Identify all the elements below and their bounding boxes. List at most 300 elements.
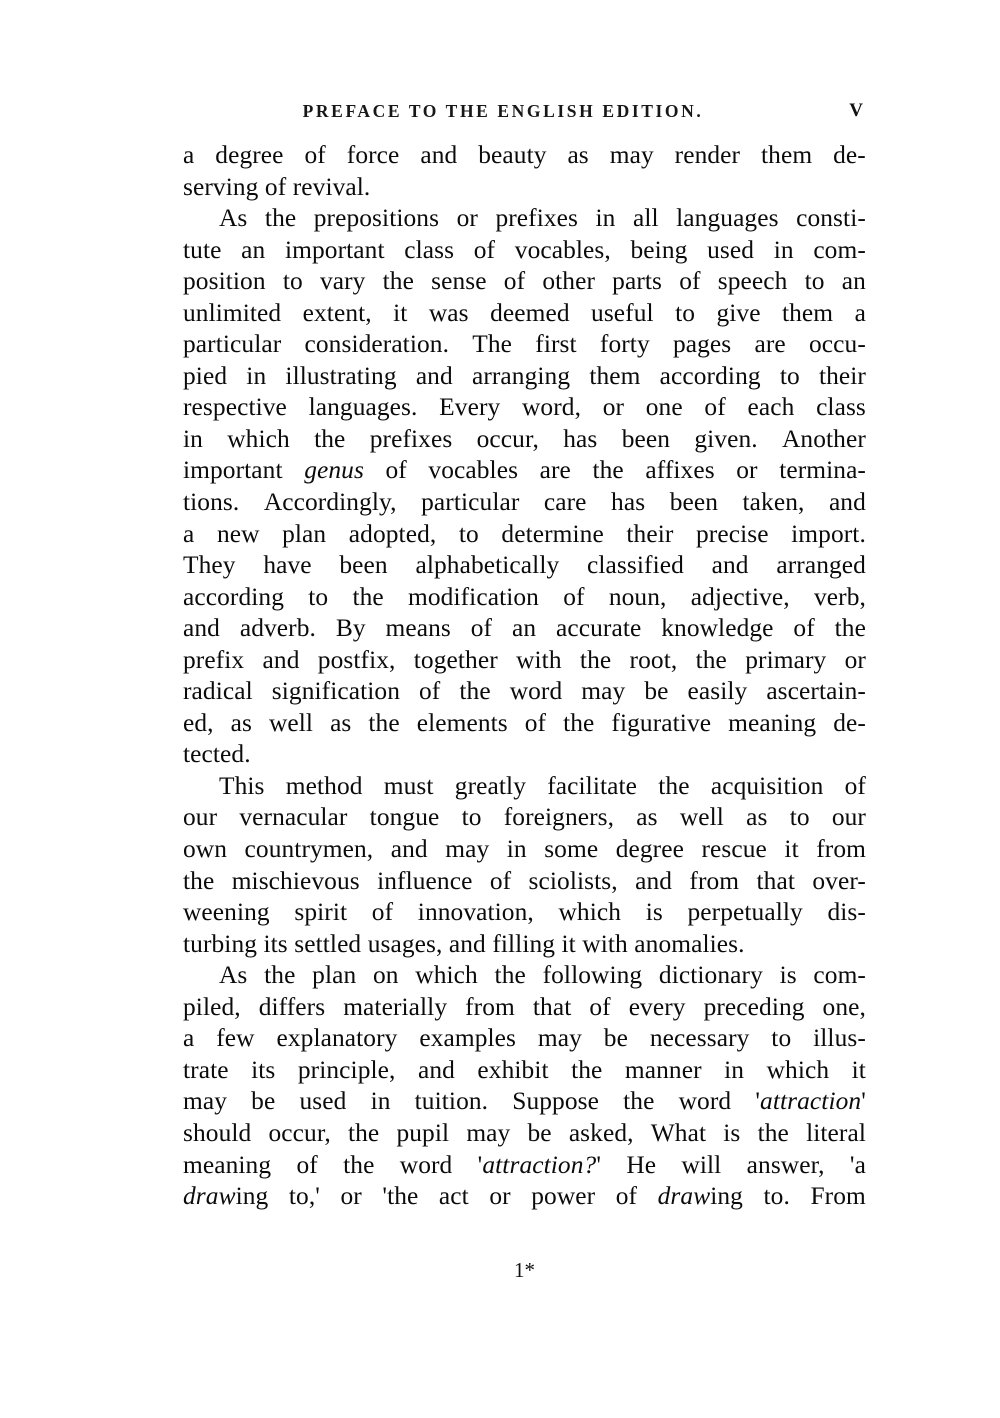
text-word: radical: [183, 677, 253, 706]
text-word: sciolists,: [528, 866, 618, 895]
text-word: prefix: [183, 645, 245, 674]
text-line: [183, 613, 866, 645]
text-word: unlimited: [183, 298, 282, 327]
text-word: tected.: [183, 740, 251, 769]
text-word: materially: [343, 992, 448, 1021]
text-line: [183, 866, 866, 898]
text-word: as: [330, 708, 352, 737]
text-word: from: [465, 992, 515, 1021]
text-word: to: [282, 267, 303, 296]
text-word: the: [757, 1118, 789, 1147]
text-word: Another: [781, 424, 866, 453]
text-word: force: [346, 141, 400, 169]
text-word: consideration.: [304, 330, 450, 359]
text-line: [183, 235, 866, 267]
text-word: arranged: [776, 551, 866, 580]
text-word: over-: [812, 866, 866, 895]
text-word: in: [724, 1055, 745, 1084]
text-word: have: [263, 551, 312, 580]
text-word: some: [544, 835, 599, 864]
text-word: They: [183, 551, 236, 580]
text-word: given.: [694, 424, 758, 453]
text-word: of: [419, 677, 441, 706]
text-word: means: [385, 614, 451, 643]
text-word: being: [630, 235, 688, 264]
text-word: turbing: [183, 929, 258, 958]
text-word: of: [704, 393, 726, 422]
text-word: verb,: [813, 582, 866, 611]
text-word: and: [420, 141, 458, 169]
text-word: particular: [183, 330, 282, 359]
text-word: may: [183, 1087, 228, 1116]
text-word: every: [628, 992, 686, 1021]
text-word: the: [579, 645, 612, 674]
text-word: or: [844, 645, 866, 674]
text-word: together: [413, 645, 498, 674]
text-word: of: [563, 582, 585, 611]
running-head-title: PREFACE TO THE ENGLISH EDITION.: [302, 101, 704, 121]
text-word: asked,: [568, 1118, 634, 1147]
text-word: render: [674, 141, 741, 169]
text-word: which: [415, 961, 478, 990]
text-word: in: [506, 835, 527, 864]
text-word: pupil: [396, 1118, 450, 1147]
text-line: [183, 140, 866, 172]
text-line: [183, 992, 866, 1024]
text-word: occur,: [268, 1118, 331, 1147]
text-word: literal: [806, 1118, 866, 1147]
text-word: or: [736, 456, 758, 485]
text-word: manner: [624, 1055, 702, 1084]
text-word: vary: [319, 267, 366, 296]
text-word: perpetually: [687, 898, 803, 927]
text-word: 'the: [382, 1182, 419, 1211]
text-word: them: [589, 361, 641, 390]
text-word: that: [532, 992, 572, 1021]
text-word: following: [542, 961, 643, 990]
text-word: to: [675, 298, 696, 327]
text-word: ascertain-: [766, 677, 866, 706]
text-word: principle,: [297, 1055, 396, 1084]
text-word: their: [626, 519, 674, 548]
text-word: of: [503, 267, 526, 296]
text-word: was: [428, 298, 469, 327]
text-word: word: [399, 1150, 453, 1179]
text-word: affixes: [645, 456, 715, 485]
text-word: modification: [408, 582, 539, 611]
text-word: other: [542, 267, 595, 296]
text-word: from: [689, 866, 740, 895]
text-word: one,: [822, 992, 866, 1021]
text-word: languages.: [308, 393, 418, 422]
text-word: drawing: [183, 1182, 269, 1211]
text-word: com-: [813, 235, 866, 264]
text-word: easily: [687, 677, 748, 706]
text-word: the: [368, 708, 400, 737]
text-word: the: [658, 771, 690, 800]
text-word: of: [296, 1150, 318, 1179]
text-word: according: [183, 582, 284, 611]
text-word: plan: [282, 519, 327, 548]
text-word: as: [746, 803, 768, 832]
text-word: necessary: [649, 1024, 750, 1053]
text-word: accurate: [556, 614, 642, 643]
text-word: languages: [676, 204, 779, 233]
text-word: or: [340, 1182, 362, 1211]
text-word: class: [404, 235, 455, 264]
text-word: and: [262, 645, 300, 674]
text-line: [183, 329, 866, 361]
text-word: taken,: [742, 488, 805, 517]
text-word: in: [183, 424, 203, 453]
text-word: according: [659, 361, 761, 390]
text-line: [183, 392, 866, 424]
text-word: are: [754, 330, 786, 359]
text-word: noun,: [608, 582, 667, 611]
text-word: parts: [612, 267, 663, 296]
text-word: tions.: [183, 488, 240, 517]
text-word: on: [372, 961, 399, 990]
text-word: one: [645, 393, 683, 422]
text-word: used: [707, 235, 755, 264]
text-line: [183, 960, 866, 992]
text-word: arranging: [471, 361, 571, 390]
text-word: each: [747, 393, 795, 422]
text-word: in: [370, 1087, 391, 1116]
text-word: foreigners,: [503, 803, 615, 832]
text-word: should: [183, 1118, 252, 1147]
text-word: filling: [492, 929, 556, 958]
text-word: plan: [312, 961, 357, 990]
text-word: By: [335, 614, 366, 643]
text-word: signification: [271, 677, 401, 706]
text-line: [183, 1181, 866, 1213]
text-word: prefixes: [495, 204, 579, 233]
text-word: sense: [431, 267, 487, 296]
text-word: vocables,: [514, 235, 611, 264]
text-line: [183, 802, 866, 834]
text-word: of: [371, 898, 394, 927]
text-word: particular: [421, 488, 520, 517]
text-word: and: [390, 835, 428, 864]
text-word: which: [227, 424, 290, 453]
text-word: com-: [813, 961, 866, 990]
text-word: of: [304, 141, 326, 169]
text-word: degree: [215, 141, 284, 169]
text-word: What: [650, 1118, 707, 1147]
text-word: act: [438, 1182, 469, 1211]
text-line: [183, 550, 866, 582]
text-word: in: [595, 204, 616, 233]
text-word: may: [445, 835, 490, 864]
text-word: extent,: [302, 298, 372, 327]
text-word: word,: [522, 393, 582, 422]
text-line: [183, 834, 866, 866]
text-word: influence: [377, 866, 473, 895]
text-word: be: [527, 1118, 552, 1147]
text-word: spirit: [294, 898, 348, 927]
text-word: the: [264, 961, 296, 990]
text-word: trate: [183, 1055, 229, 1084]
text-word: is: [723, 1118, 741, 1147]
text-word: of: [589, 992, 611, 1021]
text-word: new: [216, 519, 260, 548]
text-word: as: [567, 141, 589, 169]
text-word: may: [609, 141, 654, 169]
text-word: first: [535, 330, 577, 359]
text-word: degree: [615, 835, 684, 864]
text-word: the: [459, 677, 491, 706]
text-word: of: [489, 866, 512, 895]
text-word: care: [543, 488, 587, 517]
signature-mark: 1*: [514, 1258, 535, 1282]
page-folio-number: V: [849, 100, 863, 121]
text-word: 'attraction?': [477, 1150, 601, 1179]
text-word: the: [382, 267, 414, 296]
text-word: of: [385, 456, 407, 485]
text-word: been: [339, 551, 388, 580]
text-line: [183, 708, 866, 740]
text-word: meaning: [183, 1150, 272, 1179]
text-word: serving: [183, 172, 259, 201]
running-head: [183, 100, 865, 130]
text-word: alphabetically: [415, 551, 560, 580]
text-line: [183, 929, 866, 961]
text-word: the: [695, 645, 727, 674]
text-word: examples: [419, 1024, 517, 1053]
text-word: and: [417, 1055, 455, 1084]
text-word: of: [844, 771, 866, 800]
text-word: tuition.: [414, 1087, 489, 1116]
text-word: few: [216, 1024, 255, 1053]
text-line: [183, 771, 866, 803]
text-line: [183, 1055, 866, 1087]
text-word: illustrating: [285, 361, 397, 390]
text-word: will: [681, 1150, 722, 1179]
text-word: weening: [183, 898, 270, 927]
text-word: own: [183, 835, 228, 864]
text-word: a: [183, 519, 195, 548]
text-line: [183, 1150, 866, 1182]
text-word: figurative: [611, 708, 712, 737]
text-word: all: [632, 204, 659, 233]
text-word: countrymen,: [244, 835, 374, 864]
text-word: is: [645, 898, 663, 927]
text-word: may: [466, 1118, 511, 1147]
text-word: it: [561, 929, 576, 958]
body-text-block: [183, 140, 866, 1213]
text-word: a: [183, 1024, 195, 1053]
text-word: deemed: [490, 298, 570, 327]
text-word: classified: [587, 551, 684, 580]
text-word: from: [816, 835, 866, 864]
text-word: may: [537, 1024, 582, 1053]
text-word: an: [511, 614, 537, 643]
text-word: elements: [416, 708, 508, 737]
text-word: From: [810, 1182, 866, 1211]
text-word: been: [669, 488, 719, 517]
text-word: Accordingly,: [263, 488, 397, 517]
text-word: of: [615, 1182, 638, 1211]
text-word: the: [623, 1087, 655, 1116]
text-word: of: [524, 708, 547, 737]
text-word: which: [558, 898, 622, 927]
text-word: usages,: [367, 929, 443, 958]
text-word: greatly: [454, 771, 526, 800]
text-word: adverb.: [239, 614, 316, 643]
text-word: to: [308, 582, 329, 611]
text-word: of: [470, 614, 493, 643]
text-word: ed,: [183, 708, 214, 737]
text-word: a: [854, 298, 866, 327]
text-word: word: [509, 677, 563, 706]
text-word: power: [531, 1182, 596, 1211]
text-word: an: [241, 235, 266, 264]
text-word: root,: [629, 645, 678, 674]
text-word: import.: [791, 519, 866, 548]
text-word: He: [626, 1150, 657, 1179]
text-word: to: [804, 267, 825, 296]
text-word: the: [347, 1118, 380, 1147]
text-word: useful: [591, 298, 654, 327]
text-word: and: [415, 361, 453, 390]
text-word: prefixes: [369, 424, 453, 453]
text-word: the: [834, 614, 866, 643]
text-word: with: [582, 929, 628, 958]
text-word: meaning: [728, 708, 817, 737]
text-word: the: [592, 456, 624, 485]
text-line: [183, 897, 866, 929]
text-word: which: [766, 1055, 830, 1084]
text-word: has: [611, 488, 646, 517]
text-word: dis-: [827, 898, 866, 927]
text-word: it: [784, 835, 799, 864]
text-line: [183, 739, 866, 771]
text-word: vocables: [428, 456, 519, 485]
text-line: [183, 582, 866, 614]
text-word: and: [183, 614, 220, 643]
text-word: position: [183, 267, 266, 296]
text-word: be: [603, 1024, 628, 1053]
text-word: adjective,: [690, 582, 790, 611]
text-word: As: [219, 961, 248, 990]
text-word: to,': [288, 1182, 320, 1211]
text-word: be: [251, 1087, 276, 1116]
text-word: Every: [439, 393, 501, 422]
text-word: the: [494, 961, 526, 990]
text-word: anomalies.: [634, 929, 745, 958]
text-word: or: [456, 204, 478, 233]
text-word: the: [352, 582, 384, 611]
text-word: dictionary: [658, 961, 763, 990]
text-word: piled,: [183, 992, 241, 1021]
text-word: rescue: [701, 835, 767, 864]
text-word: or: [489, 1182, 511, 1211]
text-word: used: [299, 1087, 347, 1116]
text-word: innovation,: [417, 898, 534, 927]
text-word: respective: [183, 393, 287, 422]
text-word: and: [711, 551, 749, 580]
text-word: 'a: [849, 1150, 866, 1179]
text-word: as: [636, 803, 658, 832]
text-word: them: [761, 141, 813, 169]
text-word: answer,: [746, 1150, 825, 1179]
text-word: important: [183, 456, 283, 485]
text-line: [183, 1086, 866, 1118]
text-word: of: [264, 172, 287, 201]
text-line: [183, 519, 866, 551]
text-word: postfix,: [317, 645, 396, 674]
text-word: with: [516, 645, 562, 674]
text-word: our: [831, 803, 866, 832]
text-word: speech: [717, 267, 788, 296]
text-word: the: [563, 708, 595, 737]
text-line: [183, 1023, 866, 1055]
text-word: word: [678, 1087, 732, 1116]
text-word: 'attraction': [755, 1087, 866, 1116]
text-word: of: [793, 614, 815, 643]
text-word: facilitate: [547, 771, 638, 800]
text-word: as: [230, 708, 252, 737]
text-word: or: [602, 393, 625, 422]
text-word: their: [818, 361, 866, 390]
text-word: to.: [763, 1182, 790, 1211]
text-word: to: [779, 361, 800, 390]
text-word: to: [771, 1024, 792, 1053]
text-word: determine: [501, 519, 604, 548]
text-word: of: [679, 267, 701, 296]
text-word: the: [571, 1055, 603, 1084]
text-word: it: [393, 298, 408, 327]
text-word: must: [383, 771, 434, 800]
text-word: and: [828, 488, 866, 517]
text-word: that: [756, 866, 796, 895]
text-word: precise: [695, 519, 769, 548]
text-word: important: [284, 235, 385, 264]
text-word: are: [539, 456, 571, 485]
text-word: the: [183, 866, 215, 895]
text-word: its: [251, 1055, 276, 1084]
text-word: Suppose: [512, 1087, 600, 1116]
text-word: consti-: [796, 204, 866, 233]
text-word: mischievous: [231, 866, 360, 895]
text-word: This: [219, 771, 265, 800]
text-word: well: [679, 803, 724, 832]
text-word: exhibit: [477, 1055, 549, 1084]
text-word: be: [644, 677, 669, 706]
text-word: the: [314, 424, 346, 453]
text-word: adopted,: [348, 519, 437, 548]
text-word: explanatory: [276, 1024, 398, 1053]
text-word: them: [781, 298, 834, 327]
text-word: has: [563, 424, 598, 453]
text-word: to: [461, 803, 482, 832]
text-word: and: [448, 929, 486, 958]
text-word: our: [183, 803, 218, 832]
text-word: in: [773, 235, 794, 264]
text-word: vernacular: [239, 803, 348, 832]
text-line: [183, 487, 866, 519]
text-line: [183, 361, 866, 393]
text-word: to: [789, 803, 810, 832]
text-word: differs: [258, 992, 326, 1021]
text-word: the: [264, 204, 297, 233]
text-word: occur,: [476, 424, 539, 453]
text-line: [183, 203, 866, 235]
text-word: in: [246, 361, 267, 390]
text-word: settled: [294, 929, 362, 958]
text-word: it: [851, 1055, 866, 1084]
